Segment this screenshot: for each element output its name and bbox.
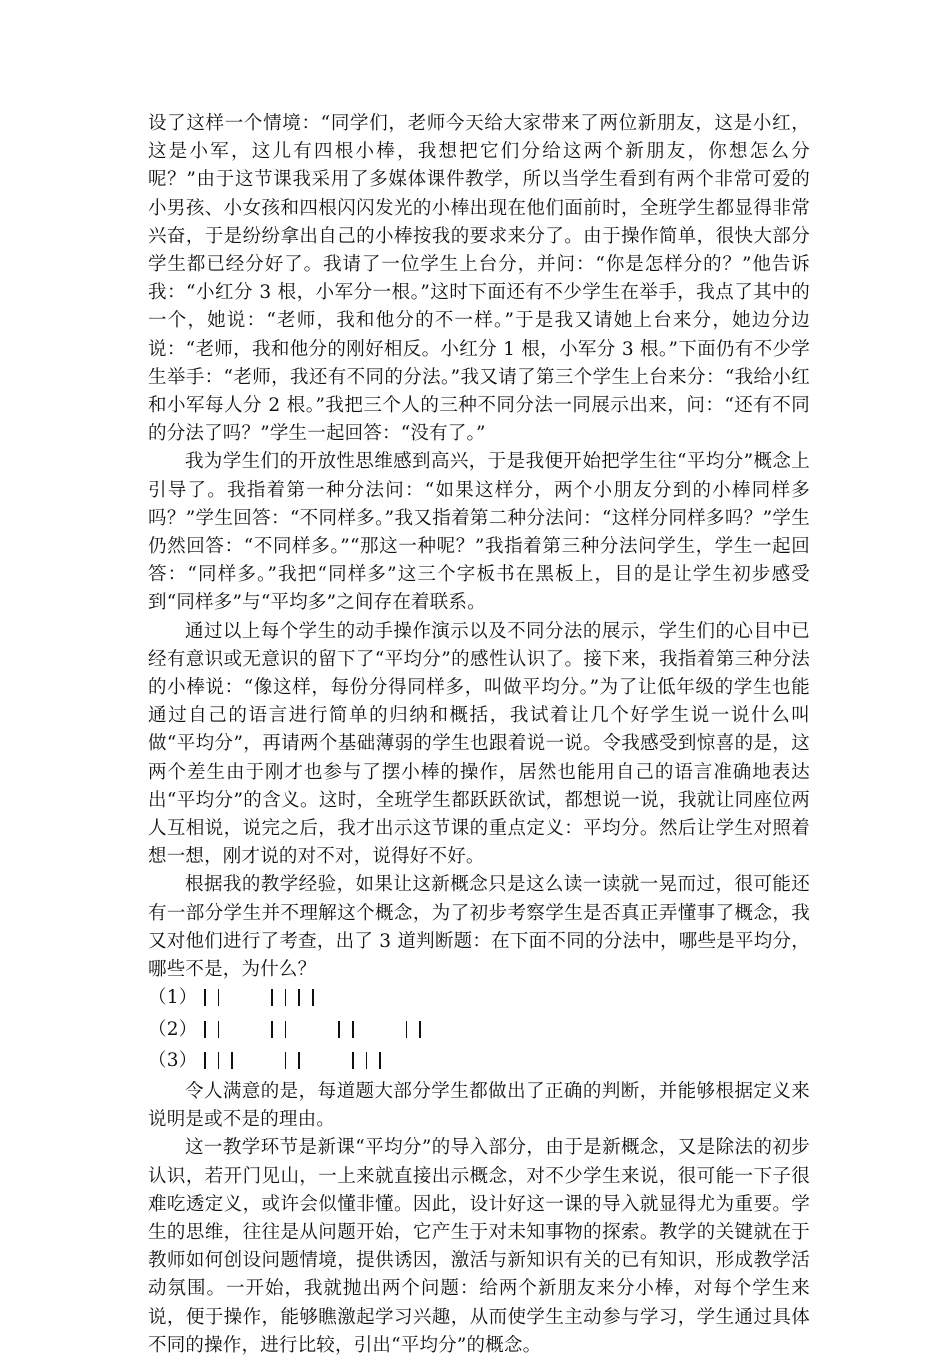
stick [218,989,220,1006]
question-label: （1） [148,987,198,1009]
stick [218,1021,220,1038]
stick [419,1021,421,1038]
stick [218,1052,220,1069]
stick [298,1052,300,1069]
stick-group [271,987,325,1015]
paragraph-4: 根据我的教学经验，如果让这新概念只是这么读一读就一晃而过，很可能还有一部分学生并不理解这个概念，为了初步考察学生是否真正弄懂事了概念，我又对他们进行了考查，出了 3 道判断题：在下面不同的分法中，哪些是平均分，哪些不是，为什么？ [148,874,810,981]
stick-group [338,1019,365,1047]
stick [312,989,314,1006]
question-label: （2） [148,1018,198,1040]
stick [231,1052,233,1069]
stick [379,1052,381,1069]
stick-group [204,1050,245,1078]
paragraph-2: 我为学生们的开放性思维感到高兴，于是我便开始把学生往“平均分”概念上引导了。我指着第一种分法问：“如果这样分，两个小朋友分到的小棒同样多吗？”学生回答：“不同样多。”我又指着第二种分法问：“这样分同样多吗？”学生仍然回答：“不同样多。”“那这一种呢？”我指着第三种分法问学生，学生一起回答：“同样多。”我把“同样多”这三个字板书在黑板上，目的是让学生初步感受到“同样多”与“平均多”之间存在着联系。 [148,451,810,614]
stick-group [204,987,231,1015]
question-label: （3） [148,1049,198,1071]
question-2 [148,1016,810,1047]
stick-group [406,1019,433,1047]
stick [285,1021,287,1038]
question-3 [148,1047,810,1078]
stick [204,989,206,1006]
paragraph-6: 这一教学环节是新课“平均分”的导入部分，由于是新概念，又是除法的初步认识，若开门见山，一上来就直接出示概念，对不少学生来说，很可能一下子很难吃透定义，或许会似懂非懂。因此，设计好这一课的导入就显得尤为重要。学生的思维，往往是从问题开始，它产生于对未知事物的探索。教学的关键就在于教师如何创设问题情境，提供诱因，激活与新知识有关的已有知识，形成教学活动氛围。一开始，我就抛出两个问题：给两个新朋友来分小棒，对每个学生来说，便于操作，能够瞧激起学习兴趣，从而使学生主动参与学习，学生通过具体不同的操作，进行比较，引出“平均分”的概念。 [148,1137,810,1356]
stick [338,1021,340,1038]
stick [352,1052,354,1069]
stick [271,989,273,1006]
paragraph-5: 令人满意的是，每道题大部分学生都做出了正确的判断，并能够根据定义来说明是或不是的理由。 [148,1080,810,1131]
stick [204,1052,206,1069]
question-list [148,984,810,1078]
stick [406,1021,408,1038]
stick-group [204,1019,231,1047]
stick-group [352,1050,393,1078]
stick [352,1021,354,1038]
paragraph-1: 设了这样一个情境：“同学们，老师今天给大家带来了两位新朋友，这是小红，这是小军，这儿有四根小棒，我想把它们分给这两个新朋友，你想怎么分呢？”由于这节课我采用了多媒体课件教学，所以当学生看到有两个非常可爱的小男孩、小女孩和四根闪闪发光的小棒出现在他们面前时，全班学生都显得非常兴奋，于是纷纷拿出自己的小棒按我的要求来分了。由于操作简单，很快大部分学生都已经分好了。我请了一位学生上台分，并问：“你是怎样分的？”他告诉我：“小红分 3 根，小军分一根。”这时下面还有不少学生在举手，我点了其中的一个，她说：“老师，我和他分的不一样。”于是我又请她上台来分，她边分边说：“老师，我和他分的刚好相反。小红分 1 根，小军分 3 根。”下面仍有不少学生举手：“老师，我还有不同的分法。”我又请了第三个学生上台来分：“我给小红和小军每人分 2 根。”我把三个人的三种不同分法一同展示出来，问：“还有不同的分法了吗？”学生一起回答：“没有了。” [148,113,810,445]
stick-group [271,1019,298,1047]
question-1 [148,984,810,1015]
stick [285,1052,287,1069]
stick [366,1052,368,1069]
stick [204,1021,206,1038]
stick [285,989,287,1006]
stick [298,989,300,1006]
stick [271,1021,273,1038]
stick-group [285,1050,312,1078]
document-page [148,110,810,1360]
paragraph-3: 通过以上每个学生的动手操作演示以及不同分法的展示，学生们的心目中已经有意识或无意识的留下了“平均分”的感性认识了。接下来，我指着第三种分法的小棒说：“像这样，每份分得同样多，叫做平均分。”为了让低年级的学生也能通过自己的语言进行简单的归纳和概括，我试着让几个好学生说一说什么叫做“平均分”，再请两个基础薄弱的学生也跟着说一说。令我感受到惊喜的是，这两个差生由于刚才也参与了摆小棒的操作，居然也能用自己的语言准确地表达出“平均分”的含义。这时，全班学生都跃跃欲试，都想说一说，我就让同座位两人互相说，说完之后，我才出示这节课的重点定义：平均分。然后让学生对照着想一想，刚才说的对不对，说得好不好。 [148,620,810,868]
